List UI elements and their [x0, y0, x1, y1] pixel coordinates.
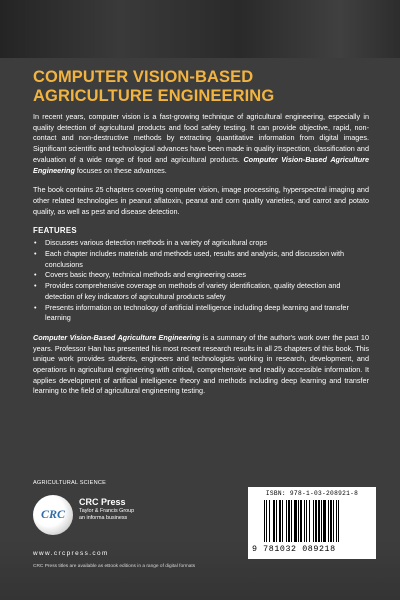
- publisher-business: an informa business: [79, 515, 128, 521]
- feature-item: • Covers basic theory, technical methods and engineering cases: [33, 270, 369, 281]
- summary-book-title: Computer Vision-Based Agriculture Engineering: [33, 332, 201, 342]
- book-title-line-1: COMPUTER VISION-BASED: [33, 68, 254, 86]
- barcode-icon: [264, 500, 368, 542]
- feature-item: • Discusses various detection methods in a variety of agricultural crops: [33, 238, 369, 249]
- cover-top-band: [0, 0, 400, 58]
- crc-logo-icon: [33, 495, 73, 535]
- features-heading: FEATURES: [33, 226, 77, 236]
- feature-item: • Provides comprehensive coverage on methods of variety identification, quality detection and detection of key indicators of agricultural products safety: [33, 281, 369, 302]
- summary-paragraph: [33, 333, 369, 397]
- summary-text: is a summary of the author's work over the past 10 years. Professor Han has presented his most recent research results in all 25 chapters of this book. This unique work provides students, engineers and technologists working in research, development, and operations in agricultural engineering with critical, comprehensive and readily accessible information. It applies development of artificial intelligence theory and methods including deep learning and transfer learning to the field of agricultural engineering testing.: [33, 332, 370, 396]
- contents-paragraph: The book contains 25 chapters covering computer vision, image processing, hyperspectral imaging and other related technologies in peanut aflatoxin, peanut and corn quality varieties, and carrot and potato quality, as well as pest and disease detection.: [33, 185, 369, 216]
- ebook-footnote: CRC Press titles are available as eBook editions in a range of digital formats: [33, 564, 196, 569]
- publisher-url: www.crcpress.com: [33, 550, 109, 557]
- ean-number: 9 781032 089218: [252, 545, 336, 554]
- features-list: [33, 238, 369, 324]
- isbn-label: ISBN: 978-1-03-208921-8: [265, 490, 359, 497]
- feature-item: • Each chapter includes materials and methods used, results and analysis, and discussion with conclusions: [33, 249, 369, 270]
- crc-logo-text: CRC: [40, 507, 65, 521]
- publisher-logo: [33, 493, 193, 543]
- publisher-group: Taylor & Francis Group: [79, 508, 135, 514]
- feature-item: • Presents information on technology of artificial intelligence including deep learning and transfer learning: [33, 303, 369, 324]
- intro-text: In recent years, computer vision is a fast-growing technique of agricultural engineering, especially in quality detection of agricultural products and food safety testing. It can provide objective, rapid, non-contact and non-destructive methods by extracting quantitative information from digital images. Significant scientific and technological advances have been made in quality inspection, classification and evaluation of a wide range of food and agricultural products.: [33, 112, 369, 164]
- barcode-panel: [248, 487, 376, 559]
- intro-book-title: Computer Vision-Based Agriculture Engineering: [33, 154, 369, 175]
- subject-category: AGRICULTURAL SCIENCE: [33, 480, 107, 486]
- book-title-line-2: AGRICULTURE ENGINEERING: [33, 87, 275, 105]
- cover-content: [33, 68, 369, 406]
- publisher-name: CRC Press: [79, 497, 126, 507]
- book-title: [33, 68, 369, 106]
- intro-text-end: focuses on these advances.: [74, 165, 167, 175]
- intro-paragraph: [33, 112, 369, 176]
